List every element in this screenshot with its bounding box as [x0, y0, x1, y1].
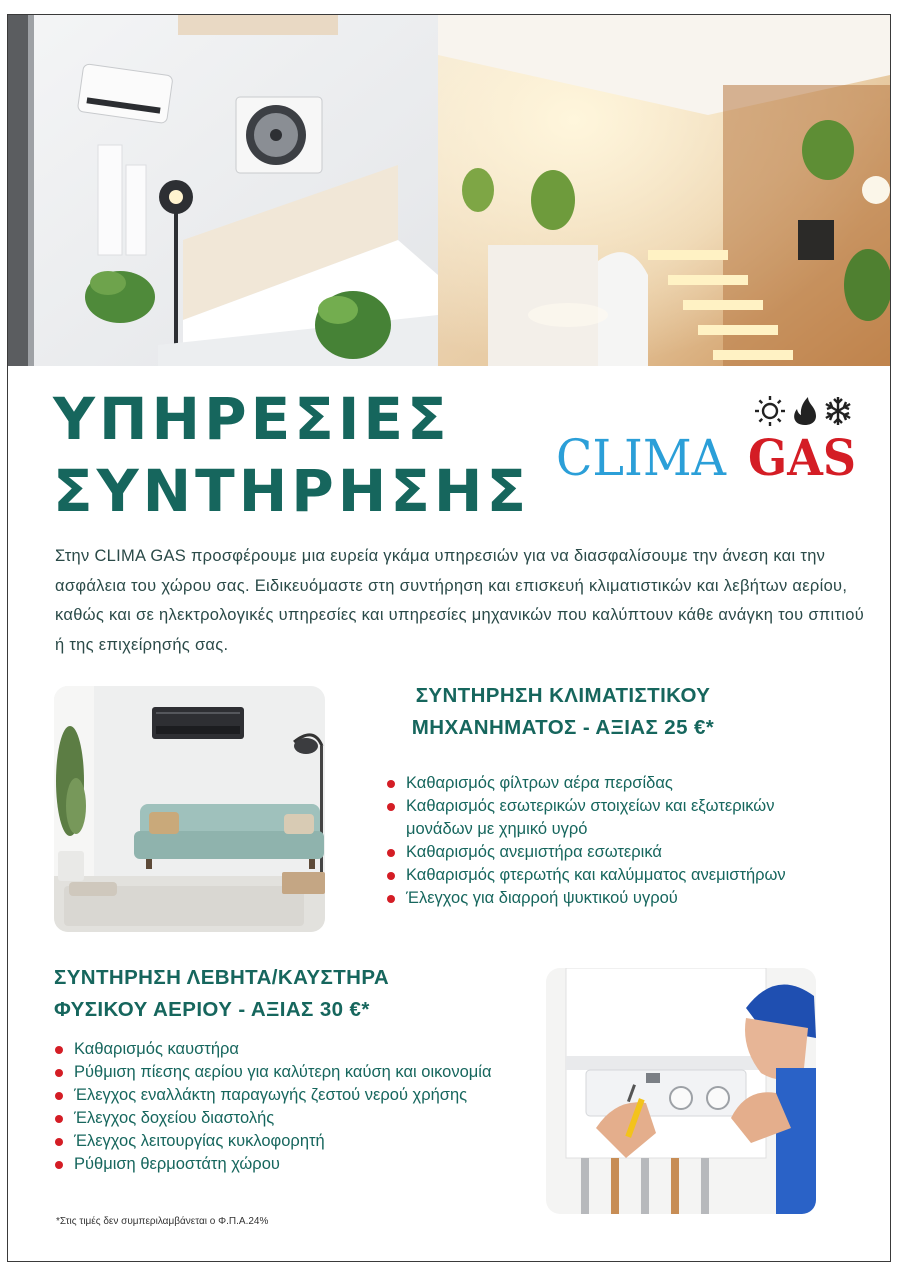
- intro-paragraph: Στην CLIMA GAS προσφέρουμε μια ευρεία γκάμα υπηρεσιών για να διασφαλίσουμε την άνεση και την ασφάλεια του χώρου σας. Ειδικευόμαστε στη συντήρηση και επισκευή κλιματιστικών και λεβήτων αερίου, καθώς και σε ηλεκτρολογικές υπηρεσίες και υπηρεσίες μηχανικών που καλύπτουν κάθε ανάγκη του σπιτιού ή της επιχείρησής σας.: [55, 547, 865, 654]
- section-title-boiler-line-1: ΣΥΝΤΗΡΗΣΗ ΛΕΒΗΤΑ/ΚΑΥΣΤΗΡΑ: [54, 966, 390, 989]
- living-room-illustration: [54, 686, 325, 932]
- sun-icon: [755, 396, 785, 426]
- ac-services-list: [386, 772, 806, 910]
- list-item: Ρύθμιση θερμοστάτη χώρου: [54, 1153, 524, 1176]
- logo-word-gas: GAS: [748, 428, 856, 484]
- section-title-ac-line-2: ΜΗΧΑΝΗΜΑΤΟΣ - ΑΞΙΑΣ 25 €*: [411, 716, 715, 739]
- list-item: Καθαρισμός εσωτερικών στοιχείων και εξωτερικών μονάδων με χημικό υγρό: [386, 795, 806, 841]
- list-item: Έλεγχος λειτουργίας κυκλοφορητή: [54, 1130, 524, 1153]
- list-item: Καθαρισμός ανεμιστήρα εσωτερικά: [386, 841, 806, 864]
- list-item: Ρύθμιση πίεσης αερίου για καλύτερη καύση και οικονομία: [54, 1061, 524, 1084]
- hero-illustration: [8, 15, 890, 366]
- logo-graphic: [552, 392, 862, 484]
- page-title: [53, 383, 530, 527]
- hero-image: [8, 15, 890, 366]
- list-item: Έλεγχος εναλλάκτη παραγωγής ζεστού νερού χρήσης: [54, 1084, 524, 1107]
- title-line-1: ΥΠΗΡΕΣΙΕΣ: [53, 385, 451, 453]
- section-title-ac-line-1: ΣΥΝΤΗΡΗΣΗ ΚΛΙΜΑΤΙΣΤΙΚΟΥ: [415, 684, 711, 707]
- logo-word-clima: CLIMA: [556, 429, 727, 484]
- section-title-ac: [348, 680, 778, 744]
- title-line-2: ΣΥΝΤΗΡΗΣΗΣ: [53, 457, 531, 525]
- list-item: Καθαρισμός φτερωτής και καλύμματος ανεμιστήρων: [386, 864, 806, 887]
- flame-icon: [794, 397, 816, 425]
- section-title-boiler-line-2: ΦΥΣΙΚΟΥ ΑΕΡΙΟΥ - ΑΞΙΑΣ 30 €*: [54, 998, 370, 1021]
- list-item: Έλεγχος για διαρροή ψυκτικού υγρού: [386, 887, 806, 910]
- list-item: Καθαρισμός καυστήρα: [54, 1038, 524, 1061]
- vat-footnote: *Στις τιμές δεν συμπεριλαμβάνεται ο Φ.Π.Α.24%: [56, 1216, 269, 1227]
- snowflake-icon: [826, 397, 850, 425]
- section-title-boiler: [54, 962, 474, 1026]
- boiler-technician-photo: [546, 968, 816, 1214]
- living-room-ac-photo: [54, 686, 325, 932]
- list-item: Έλεγχος δοχείου διαστολής: [54, 1107, 524, 1130]
- boiler-technician-illustration: [546, 968, 816, 1214]
- clima-gas-logo: [552, 392, 862, 484]
- boiler-services-list: [54, 1038, 524, 1176]
- list-item: Καθαρισμός φίλτρων αέρα περσίδας: [386, 772, 806, 795]
